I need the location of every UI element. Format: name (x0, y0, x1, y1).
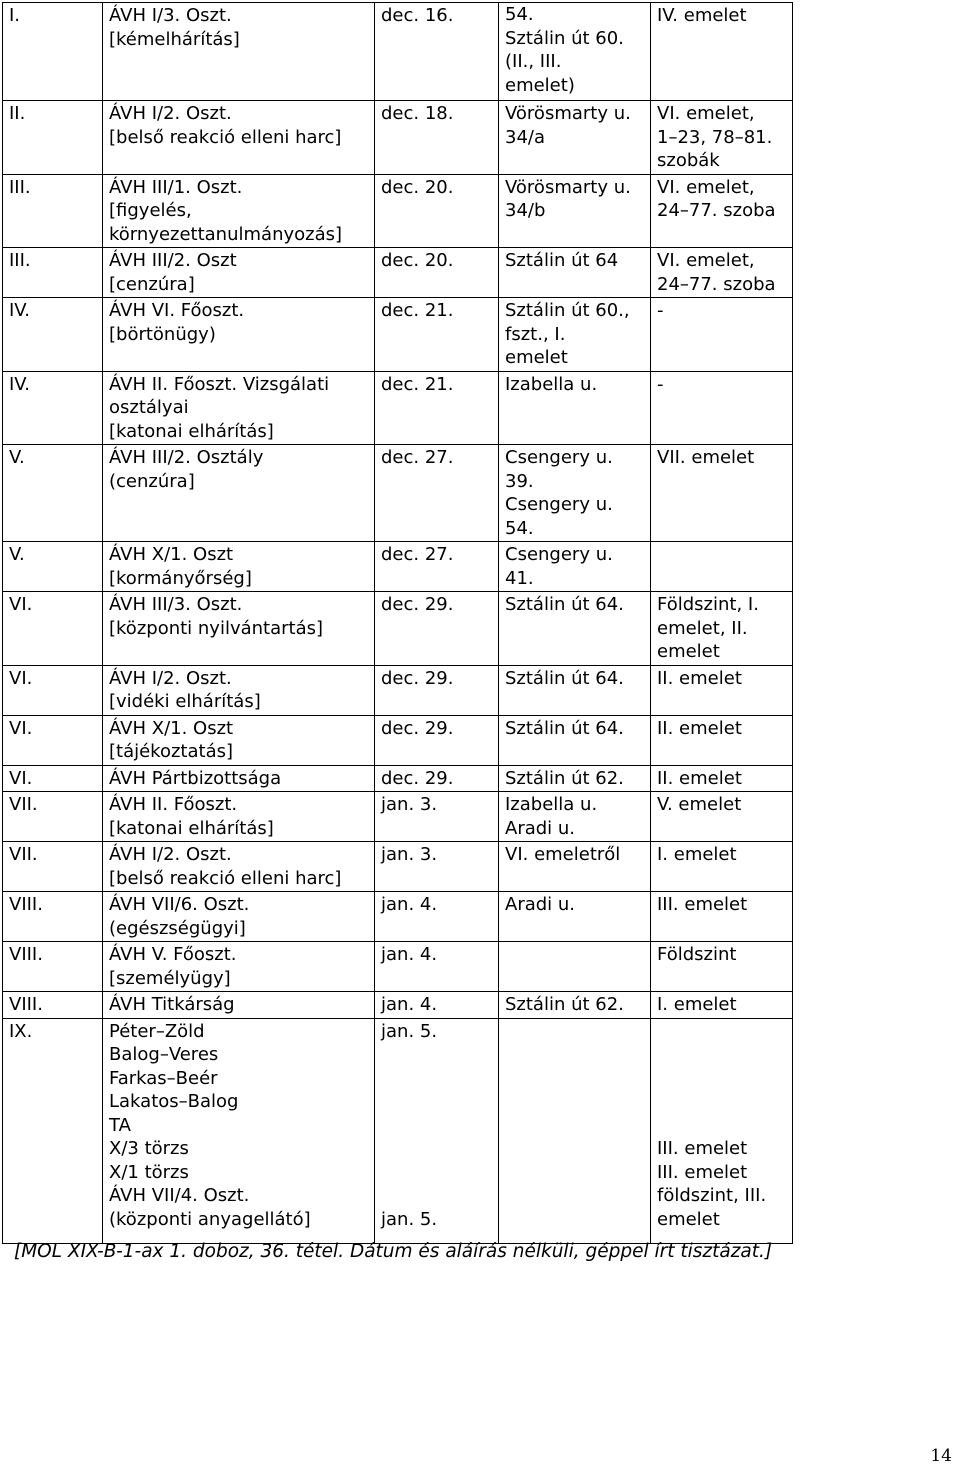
table-row (3, 174, 793, 248)
cell-period: IV. (3, 371, 103, 445)
cell-floor: Földszint, I. emelet, II. emelet (651, 592, 793, 666)
cell-date: dec. 27. (375, 542, 499, 592)
cell-period: I. (3, 3, 103, 101)
cell-period: VIII. (3, 942, 103, 992)
cell-period: II. (3, 101, 103, 175)
cell-address (499, 942, 651, 992)
cell-period: VIII. (3, 892, 103, 942)
table-row (3, 542, 793, 592)
cell-address: Vörösmarty u. 34/a (499, 101, 651, 175)
page-number: 14 (930, 1446, 952, 1466)
cell-address: Csengery u. 41. (499, 542, 651, 592)
table-row (3, 592, 793, 666)
cell-floor: II. emelet (651, 715, 793, 765)
cell-date: dec. 29. (375, 665, 499, 715)
cell-period: IV. (3, 298, 103, 372)
cell-period: IX. (3, 1018, 103, 1243)
cell-date: jan. 4. (375, 992, 499, 1019)
table-row (3, 792, 793, 842)
cell-unit: ÁVH Pártbizottsága (103, 765, 375, 792)
cell-unit: ÁVH X/1. Oszt [tájékoztatás] (103, 715, 375, 765)
cell-period: VI. (3, 665, 103, 715)
table-row (3, 765, 793, 792)
cell-address: Izabella u. Aradi u. (499, 792, 651, 842)
cell-unit: ÁVH VII/6. Oszt. (egészségügyi] (103, 892, 375, 942)
cell-period: VI. (3, 765, 103, 792)
cell-unit: ÁVH II. Főoszt. [katonai elhárítás] (103, 792, 375, 842)
cell-address: Sztálin út 64. (499, 715, 651, 765)
table-row (3, 715, 793, 765)
cell-unit: ÁVH Titkárság (103, 992, 375, 1019)
cell-date: dec. 21. (375, 371, 499, 445)
cell-floor: V. emelet (651, 792, 793, 842)
cell-date: dec. 21. (375, 298, 499, 372)
cell-address: 54. Sztálin út 60. (II., III. emelet) (499, 3, 651, 101)
table-row (3, 842, 793, 892)
cell-date: jan. 5. jan. 5. (375, 1018, 499, 1243)
cell-floor: VI. emelet, 24–77. szoba (651, 174, 793, 248)
table-row (3, 298, 793, 372)
cell-floor: Földszint (651, 942, 793, 992)
cell-date: dec. 29. (375, 765, 499, 792)
table-row (3, 892, 793, 942)
cell-address: Sztálin út 64. (499, 592, 651, 666)
cell-floor: II. emelet (651, 765, 793, 792)
cell-floor: I. emelet (651, 842, 793, 892)
cell-date: jan. 3. (375, 842, 499, 892)
table-row (3, 371, 793, 445)
cell-unit: ÁVH II. Főoszt. Vizsgálati osztályai [katonai elhárítás] (103, 371, 375, 445)
cell-period: V. (3, 542, 103, 592)
cell-date: dec. 18. (375, 101, 499, 175)
cell-period: VI. (3, 715, 103, 765)
cell-unit: ÁVH VI. Főoszt. [börtönügy) (103, 298, 375, 372)
cell-address: Sztálin út 62. (499, 765, 651, 792)
cell-address: Sztálin út 64. (499, 665, 651, 715)
cell-date: dec. 20. (375, 248, 499, 298)
cell-address: Vörösmarty u. 34/b (499, 174, 651, 248)
cell-floor: VII. emelet (651, 445, 793, 542)
cell-address: Csengery u. 39. Csengery u. 54. (499, 445, 651, 542)
cell-unit: ÁVH V. Főoszt. [személyügy] (103, 942, 375, 992)
table-row (3, 992, 793, 1019)
cell-unit: ÁVH III/3. Oszt. [központi nyilvántartás] (103, 592, 375, 666)
cell-period: VII. (3, 792, 103, 842)
cell-unit: Péter–Zöld Balog–Veres Farkas–Beér Lakatos–Balog TA X/3 törzs X/1 törzs ÁVH VII/4. Oszt. (központi anyagellátó] (103, 1018, 375, 1243)
table-row (3, 248, 793, 298)
cell-date: jan. 4. (375, 942, 499, 992)
cell-address: Sztálin út 60., fszt., I. emelet (499, 298, 651, 372)
cell-address (499, 1018, 651, 1243)
cell-address: VI. emeletről (499, 842, 651, 892)
cell-period: III. (3, 174, 103, 248)
cell-floor: VI. emelet, 24–77. szoba (651, 248, 793, 298)
cell-address: Sztálin út 64 (499, 248, 651, 298)
cell-floor (651, 542, 793, 592)
cell-period: VII. (3, 842, 103, 892)
cell-unit: ÁVH X/1. Oszt [kormányőrség] (103, 542, 375, 592)
cell-date: jan. 3. (375, 792, 499, 842)
cell-unit: ÁVH I/2. Oszt. [belső reakció elleni harc] (103, 101, 375, 175)
table-row (3, 1018, 793, 1243)
table-row (3, 3, 793, 101)
table-row (3, 445, 793, 542)
cell-date: dec. 29. (375, 715, 499, 765)
cell-date: jan. 4. (375, 892, 499, 942)
cell-address: Sztálin út 62. (499, 992, 651, 1019)
cell-address: Izabella u. (499, 371, 651, 445)
cell-date: dec. 29. (375, 592, 499, 666)
cell-date: dec. 20. (375, 174, 499, 248)
source-note: [MOL XIX-B-1-ax 1. doboz, 36. tétel. Dátum és aláírás nélküli, géppel írt tisztázat.] (14, 1241, 773, 1262)
table-row (3, 101, 793, 175)
cell-address: Aradi u. (499, 892, 651, 942)
document-table (2, 2, 793, 1244)
cell-period: VI. (3, 592, 103, 666)
cell-unit: ÁVH I/2. Oszt. [belső reakció elleni harc] (103, 842, 375, 892)
cell-floor: III. emelet III. emelet földszint, III. emelet (651, 1018, 793, 1243)
cell-floor: VI. emelet, 1–23, 78–81. szobák (651, 101, 793, 175)
cell-floor: I. emelet (651, 992, 793, 1019)
cell-period: III. (3, 248, 103, 298)
cell-floor: - (651, 371, 793, 445)
table-body (3, 3, 793, 1244)
table-row (3, 942, 793, 992)
table-row (3, 665, 793, 715)
cell-date: dec. 27. (375, 445, 499, 542)
cell-date: dec. 16. (375, 3, 499, 101)
cell-floor: IV. emelet (651, 3, 793, 101)
cell-period: VIII. (3, 992, 103, 1019)
cell-floor: - (651, 298, 793, 372)
cell-unit: ÁVH III/2. Osztály (cenzúra] (103, 445, 375, 542)
cell-unit: ÁVH III/1. Oszt. [figyelés, környezettanulmányozás] (103, 174, 375, 248)
cell-floor: III. emelet (651, 892, 793, 942)
cell-unit: ÁVH I/2. Oszt. [vidéki elhárítás] (103, 665, 375, 715)
cell-unit: ÁVH I/3. Oszt. [kémelhárítás] (103, 3, 375, 101)
cell-period: V. (3, 445, 103, 542)
cell-floor: II. emelet (651, 665, 793, 715)
cell-unit: ÁVH III/2. Oszt [cenzúra] (103, 248, 375, 298)
